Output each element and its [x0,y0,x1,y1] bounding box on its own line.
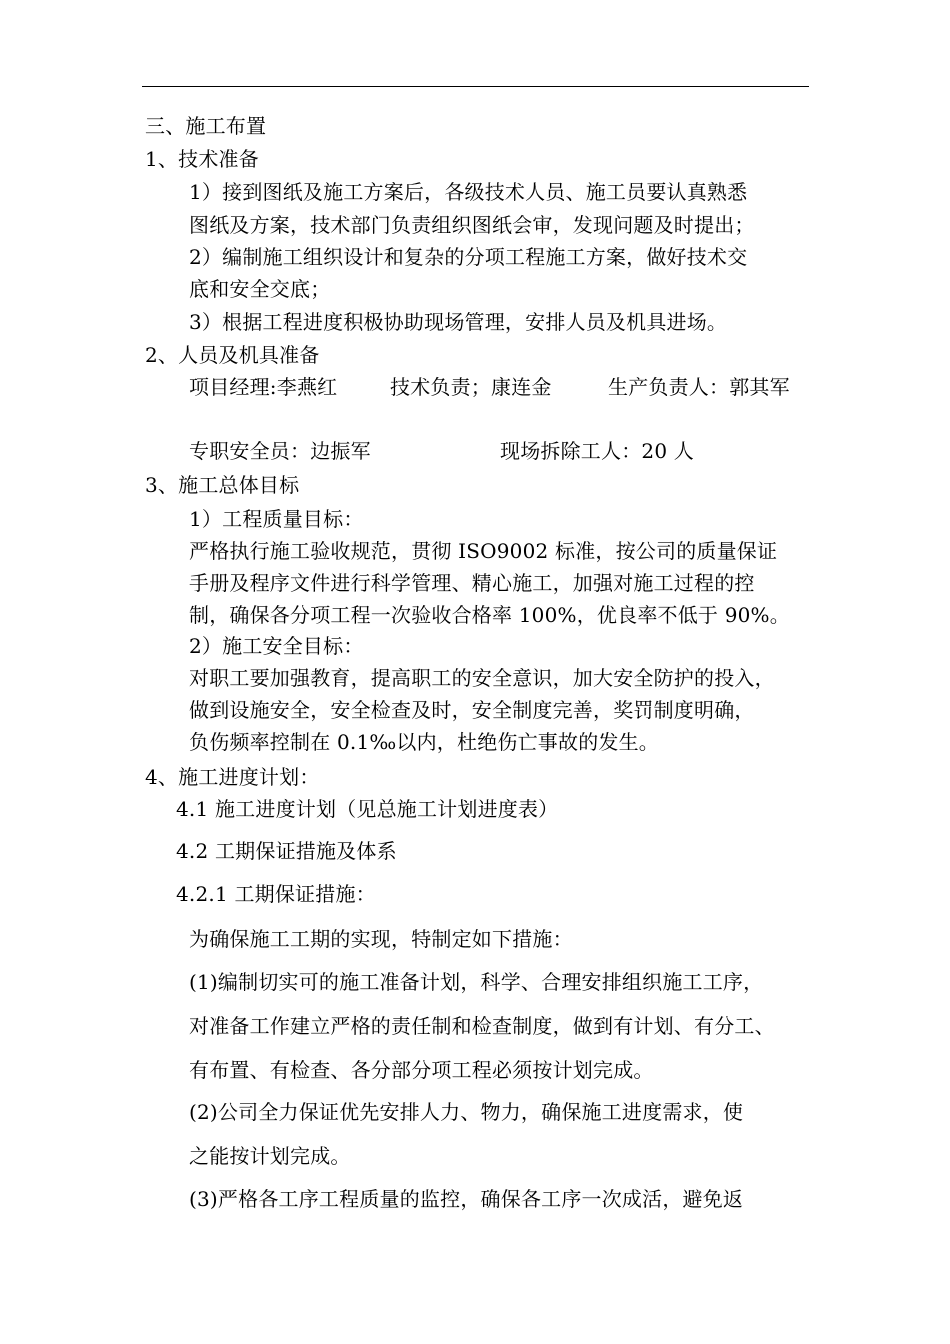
document-page: 三、施工布置 1、技术准备 1）接到图纸及施工方案后，各级技术人员、施工员要认真熟悉 图纸及方案，技术部门负责组织图纸会审，发现问题及时提出； 2）编制施工组织设计和复杂的分项工程施工方案，做好技术交 底和安全交底； 3）根据工程进度积极协助现场管理，安排人员及机具进场。 2、人员及机具准备 项目经理:李燕红 技术负责；康连金 生产负责人：郭其军 专职安全员：边振军 现场拆除工人：20 人 3、施工总体目标 1）工程质量目标： 严格执行施工验收规范，贯彻 ISO9002 标准，按公司的质量保证 手册及程序文件进行科学管理、精心施工，加强对施工过程的控 制，确保各分项工程一次验收合格率 100%，优良率不低于 90%。 2）施工安全目标： 对职工要加强教育，提高职工的安全意识，加大安全防护的投入， 做到设施安全，安全检查及时，安全制度完善，奖罚制度明确， 负伤频率控制在 0.1‰以内，杜绝伤亡事故的发生。 4、施工进度计划： 4.1 施工进度计划（见总施工计划进度表） 4.2 工期保证措施及体系 4.2.1 工期保证措施： 为确保施工工期的实现，特制定如下措施： (1)编制切实可的施工准备计划，科学、合理安排组织施工工序， 对准备工作建立严格的责任制和检查制度，做到有计划、有分工、 有布置、有检查、各分部分项工程必须按计划完成。 (2)公司全力保证优先安排人力、物力，确保施工进度需求，使 之能按计划完成。 (3)严格各工序工程质量的监控，确保各工序一次成活，避免返 [0,0,950,1344]
header-rule [142,86,809,87]
